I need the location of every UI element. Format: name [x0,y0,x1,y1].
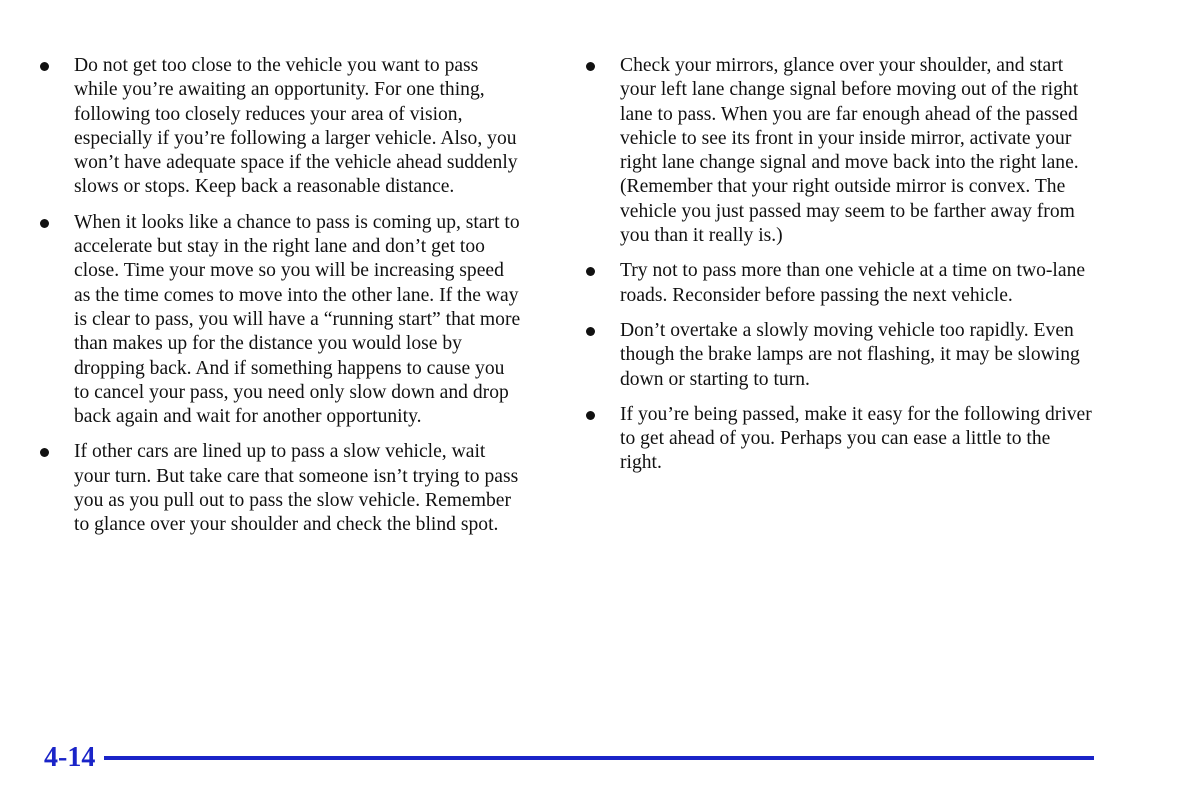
footer-divider [104,756,1094,760]
list-item [586,403,1096,476]
list-item-text: Try not to pass more than one vehicle at a time on two-lane roads. Reconsider before passing the next vehicle. [620,260,1086,306]
list-item [40,211,522,430]
bullet-icon [40,219,49,228]
bullet-icon [586,411,595,420]
bullet-icon [40,448,49,457]
list-item [40,440,522,537]
bullet-icon [40,62,49,71]
left-column [40,54,522,549]
list-item-text: If you’re being passed, make it easy for the following driver to get ahead of you. Perhaps you can ease a little to the right. [620,403,1092,474]
list-item-text: When it looks like a chance to pass is coming up, start to accelerate but stay in the right lane and don’t get too close. Time your move so you will be increasing speed as the time comes to move into the other lane. If the way is clear to pass, you will have a “running start” that more than makes up for the distance you would lose by dropping back. And if something happens to cause you to cancel your pass, you need only slow down and drop back again and wait for another opportunity. [74,211,521,428]
bullet-icon [586,62,595,71]
list-item-text: Check your mirrors, glance over your shoulder, and start your left lane change signal before moving out of the right lane to pass. When you are far enough ahead of the passed vehicle to see its front in your inside mirror, activate your right lane change signal and move back into the right lane. (Remember that your right outside mirror is convex. The vehicle you just passed may seem to be farther away from you than it really is.) [620,55,1079,247]
list-item-text: Do not get too close to the vehicle you want to pass while you’re awaiting an opportunity. For one thing, following too closely reduces your area of vision, especially if you’re following a larger vehicle. Also, you won’t have adequate space if the vehicle ahead suddenly slows or stops. Keep back a reasonable distance. [74,55,518,198]
page-footer [44,738,1094,778]
page-number: 4-14 [44,742,96,773]
list-item [586,54,1096,248]
bullet-icon [586,327,595,336]
list-item [586,319,1096,392]
list-item-text: Don’t overtake a slowly moving vehicle too rapidly. Even though the brake lamps are not flashing, it may be slowing down or starting to turn. [620,319,1080,390]
list-item [586,259,1096,308]
left-bullet-list [40,54,522,538]
list-item-text: If other cars are lined up to pass a slow vehicle, wait your turn. But take care that someone isn’t trying to pass you as you pull out to pass the slow vehicle. Remember to glance over your shoulder and check the blind spot. [74,441,519,536]
list-item [40,54,522,200]
right-bullet-list [586,54,1096,476]
bullet-icon [586,267,595,276]
right-column [586,54,1096,487]
